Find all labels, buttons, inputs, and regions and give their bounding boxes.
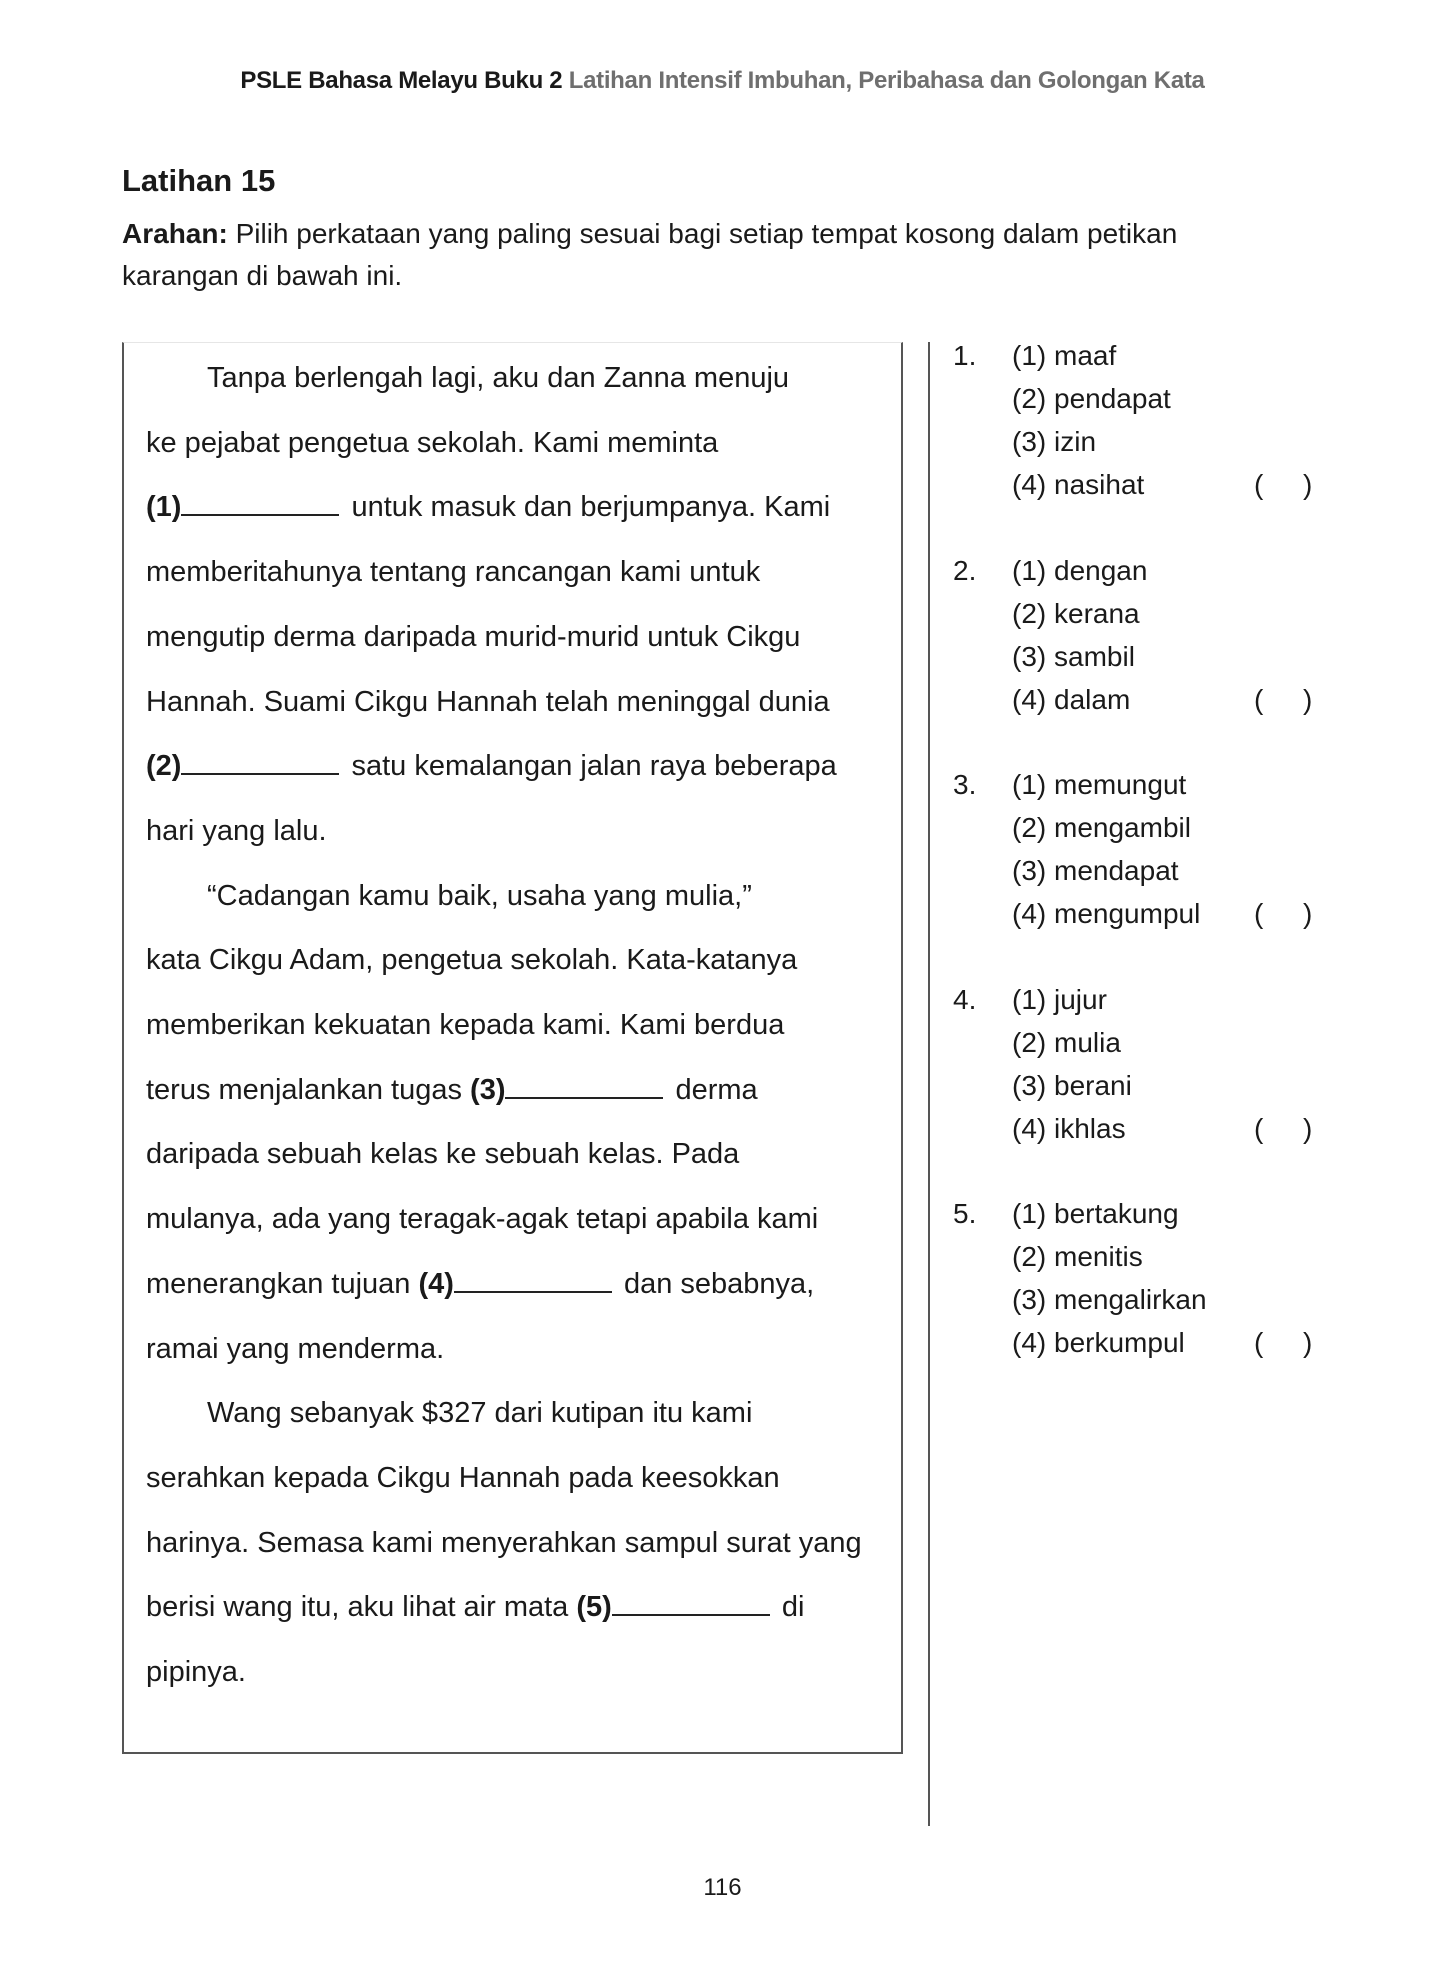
- option-label: (2): [1012, 1241, 1047, 1272]
- passage-line: [146, 621, 800, 654]
- passage-line: [146, 427, 718, 460]
- passage-line-text: Wang sebanyak $327 dari kutipan itu kami: [207, 1397, 753, 1430]
- answer-box-open[interactable]: (: [1254, 1112, 1264, 1144]
- option-label: (1): [1012, 1198, 1047, 1229]
- passage-line: [146, 1009, 784, 1042]
- option-label: (4): [1012, 1112, 1047, 1144]
- option-label: (3): [1012, 640, 1047, 672]
- fill-in-blank[interactable]: [505, 1075, 663, 1099]
- passage-line: [146, 1591, 804, 1624]
- blank-number: (1): [146, 491, 182, 524]
- option-text: izin: [1054, 426, 1097, 457]
- answer-option[interactable]: [1012, 684, 1130, 716]
- question-number: 1.: [953, 340, 977, 371]
- option-label: (1): [1012, 340, 1047, 371]
- fill-in-blank[interactable]: [454, 1269, 612, 1293]
- option-text: berkumpul: [1054, 1327, 1185, 1358]
- passage-line-text: harinya. Semasa kami menyerahkan sampul surat yang: [146, 1526, 862, 1559]
- passage-line-text: dan sebabnya,: [623, 1267, 815, 1300]
- option-label: (3): [1012, 855, 1047, 886]
- answer-option[interactable]: [1012, 1241, 1143, 1273]
- page-number: 116: [703, 1874, 742, 1901]
- option-text: mulia: [1054, 1026, 1121, 1058]
- passage-line: [146, 815, 327, 848]
- passage-line-text: derma: [675, 1073, 758, 1106]
- question-number: 5.: [953, 1198, 977, 1229]
- question-number: 4.: [953, 983, 977, 1015]
- answer-option[interactable]: [1012, 855, 1179, 887]
- option-text: dalam: [1054, 683, 1131, 715]
- option-label: (4): [1012, 1327, 1047, 1358]
- passage-line: [146, 686, 830, 719]
- answer-option[interactable]: [1012, 1198, 1179, 1230]
- answer-box-close[interactable]: ): [1303, 469, 1313, 500]
- answer-option[interactable]: [1012, 984, 1107, 1016]
- passage-line: [146, 750, 837, 783]
- answer-box-open[interactable]: (: [1254, 898, 1264, 929]
- fill-in-blank[interactable]: [181, 751, 339, 775]
- option-text: bertakung: [1054, 1198, 1179, 1229]
- option-text: maaf: [1054, 340, 1117, 371]
- option-label: (2): [1012, 812, 1047, 843]
- answer-option[interactable]: [1012, 1284, 1207, 1316]
- passage-line-text: berisi wang itu, aku lihat air mata: [146, 1591, 577, 1624]
- blank-number: (5): [576, 1591, 612, 1624]
- option-text: nasihat: [1054, 469, 1145, 500]
- answer-option[interactable]: [1012, 812, 1191, 844]
- answer-option[interactable]: [1012, 1027, 1121, 1059]
- passage-line-text: memberitahunya tentang rancangan kami untuk: [146, 556, 761, 589]
- answer-option[interactable]: [1012, 898, 1200, 930]
- answer-option[interactable]: [1012, 1113, 1126, 1145]
- blank-number: (3): [470, 1073, 506, 1106]
- answer-box-close[interactable]: ): [1303, 898, 1313, 929]
- option-label: (2): [1012, 1026, 1047, 1058]
- passage-line-text: kata Cikgu Adam, pengetua sekolah. Kata-katanya: [146, 944, 798, 977]
- passage-line: [207, 880, 752, 913]
- answer-box-close[interactable]: ): [1303, 1112, 1313, 1144]
- answer-option[interactable]: [1012, 1327, 1185, 1359]
- option-text: pendapat: [1054, 383, 1171, 414]
- passage-line-text: serahkan kepada Cikgu Hannah pada keesokkan: [146, 1461, 780, 1494]
- blank-number: (2): [146, 750, 182, 783]
- passage-line-text: ke pejabat pengetua sekolah. Kami meminta: [146, 426, 719, 459]
- option-label: (2): [1012, 383, 1047, 414]
- passage-line-text: hari yang lalu.: [146, 814, 327, 847]
- option-text: kerana: [1054, 597, 1140, 629]
- option-text: ikhlas: [1054, 1112, 1126, 1144]
- instruction-line-2: karangan di bawah ini.: [122, 260, 403, 291]
- answer-option[interactable]: [1012, 340, 1116, 372]
- passage-line-text: terus menjalankan tugas: [146, 1073, 471, 1106]
- instruction-line-1: [122, 218, 1177, 250]
- option-label: (4): [1012, 469, 1047, 500]
- answer-box-open[interactable]: (: [1254, 683, 1264, 715]
- option-text: mengambil: [1054, 812, 1191, 843]
- option-text: mengalirkan: [1054, 1284, 1207, 1315]
- passage-line-text: mulanya, ada yang teragak-agak tetapi apabila kami: [146, 1203, 819, 1236]
- passage-line-text: menerangkan tujuan: [146, 1267, 419, 1300]
- answer-option[interactable]: [1012, 1070, 1132, 1102]
- option-label: (1): [1012, 554, 1047, 586]
- passage-line-text: di: [781, 1591, 805, 1624]
- passage-line-text: untuk masuk dan berjumpanya. Kami: [351, 491, 831, 524]
- answer-option[interactable]: [1012, 555, 1147, 587]
- passage-line: [146, 1074, 758, 1107]
- answer-option[interactable]: [1012, 469, 1144, 501]
- option-label: (3): [1012, 426, 1047, 457]
- option-label: (3): [1012, 1284, 1047, 1315]
- option-text: berani: [1054, 1069, 1132, 1101]
- answer-box-close[interactable]: ): [1303, 1327, 1313, 1358]
- option-label: (2): [1012, 597, 1047, 629]
- passage-line: [146, 556, 760, 589]
- passage-line: [146, 1268, 814, 1301]
- fill-in-blank[interactable]: [612, 1592, 770, 1616]
- option-text: jujur: [1054, 983, 1107, 1015]
- answer-option[interactable]: [1012, 383, 1171, 415]
- passage-line: [207, 362, 789, 395]
- passage-line: [146, 944, 797, 977]
- answer-box-open[interactable]: (: [1254, 469, 1264, 500]
- question-number: 2.: [953, 554, 977, 586]
- passage-line-text: satu kemalangan jalan raya beberapa: [351, 750, 837, 783]
- instruction-text: Pilih perkataan yang paling sesuai bagi setiap tempat kosong dalam petikan: [235, 218, 1178, 249]
- option-label: (4): [1012, 683, 1047, 715]
- passage-line-text: Tanpa berlengah lagi, aku dan Zanna menuju: [207, 362, 790, 394]
- passage-line: [146, 1527, 862, 1560]
- option-text: mendapat: [1054, 855, 1179, 886]
- column-divider: [928, 342, 930, 1826]
- passage-line-text: memberikan kekuatan kepada kami. Kami berdua: [146, 1009, 785, 1041]
- passage-line: [146, 1138, 739, 1171]
- option-text: sambil: [1054, 640, 1135, 672]
- blank-number: (4): [418, 1267, 454, 1300]
- passage-line: [207, 1397, 752, 1430]
- book-subtitle: Latihan Intensif Imbuhan, Peribahasa dan Golongan Kata: [568, 67, 1205, 94]
- running-header: [0, 66, 1445, 96]
- option-label: (3): [1012, 1069, 1047, 1101]
- passage-line: [146, 1462, 780, 1495]
- option-label: (1): [1012, 983, 1047, 1015]
- answer-box-close[interactable]: ): [1303, 683, 1313, 715]
- answer-option[interactable]: [1012, 769, 1186, 801]
- passage-line-text: mengutip derma daripada murid-murid untuk Cikgu: [146, 620, 801, 653]
- fill-in-blank[interactable]: [181, 492, 339, 516]
- answer-option[interactable]: [1012, 426, 1096, 458]
- passage-line-text: pipinya.: [146, 1656, 246, 1688]
- passage-line: [146, 491, 830, 524]
- passage-line-text: “Cadangan kamu baik, usaha yang mulia,”: [207, 879, 752, 912]
- option-label: (1): [1012, 769, 1047, 800]
- passage-line-text: daripada sebuah kelas ke sebuah kelas. Pada: [146, 1138, 740, 1171]
- option-text: mengumpul: [1054, 898, 1201, 929]
- instruction-label: Arahan:: [122, 218, 228, 249]
- answer-option[interactable]: [1012, 598, 1140, 630]
- passage-line-text: Hannah. Suami Cikgu Hannah telah meninggal dunia: [146, 685, 830, 718]
- question-number: 3.: [953, 769, 977, 800]
- passage-line: [146, 1656, 246, 1689]
- answer-option[interactable]: [1012, 641, 1135, 673]
- option-label: (4): [1012, 898, 1047, 929]
- option-text: dengan: [1054, 554, 1148, 586]
- book-title: PSLE Bahasa Melayu Buku 2: [240, 67, 563, 94]
- passage-line: [146, 1333, 444, 1366]
- exercise-title: Latihan 15: [122, 163, 276, 198]
- option-text: menitis: [1054, 1241, 1143, 1272]
- answer-box-open[interactable]: (: [1254, 1327, 1264, 1358]
- passage-line-text: ramai yang menderma.: [146, 1332, 445, 1365]
- option-text: memungut: [1054, 769, 1187, 800]
- passage-line: [146, 1203, 818, 1236]
